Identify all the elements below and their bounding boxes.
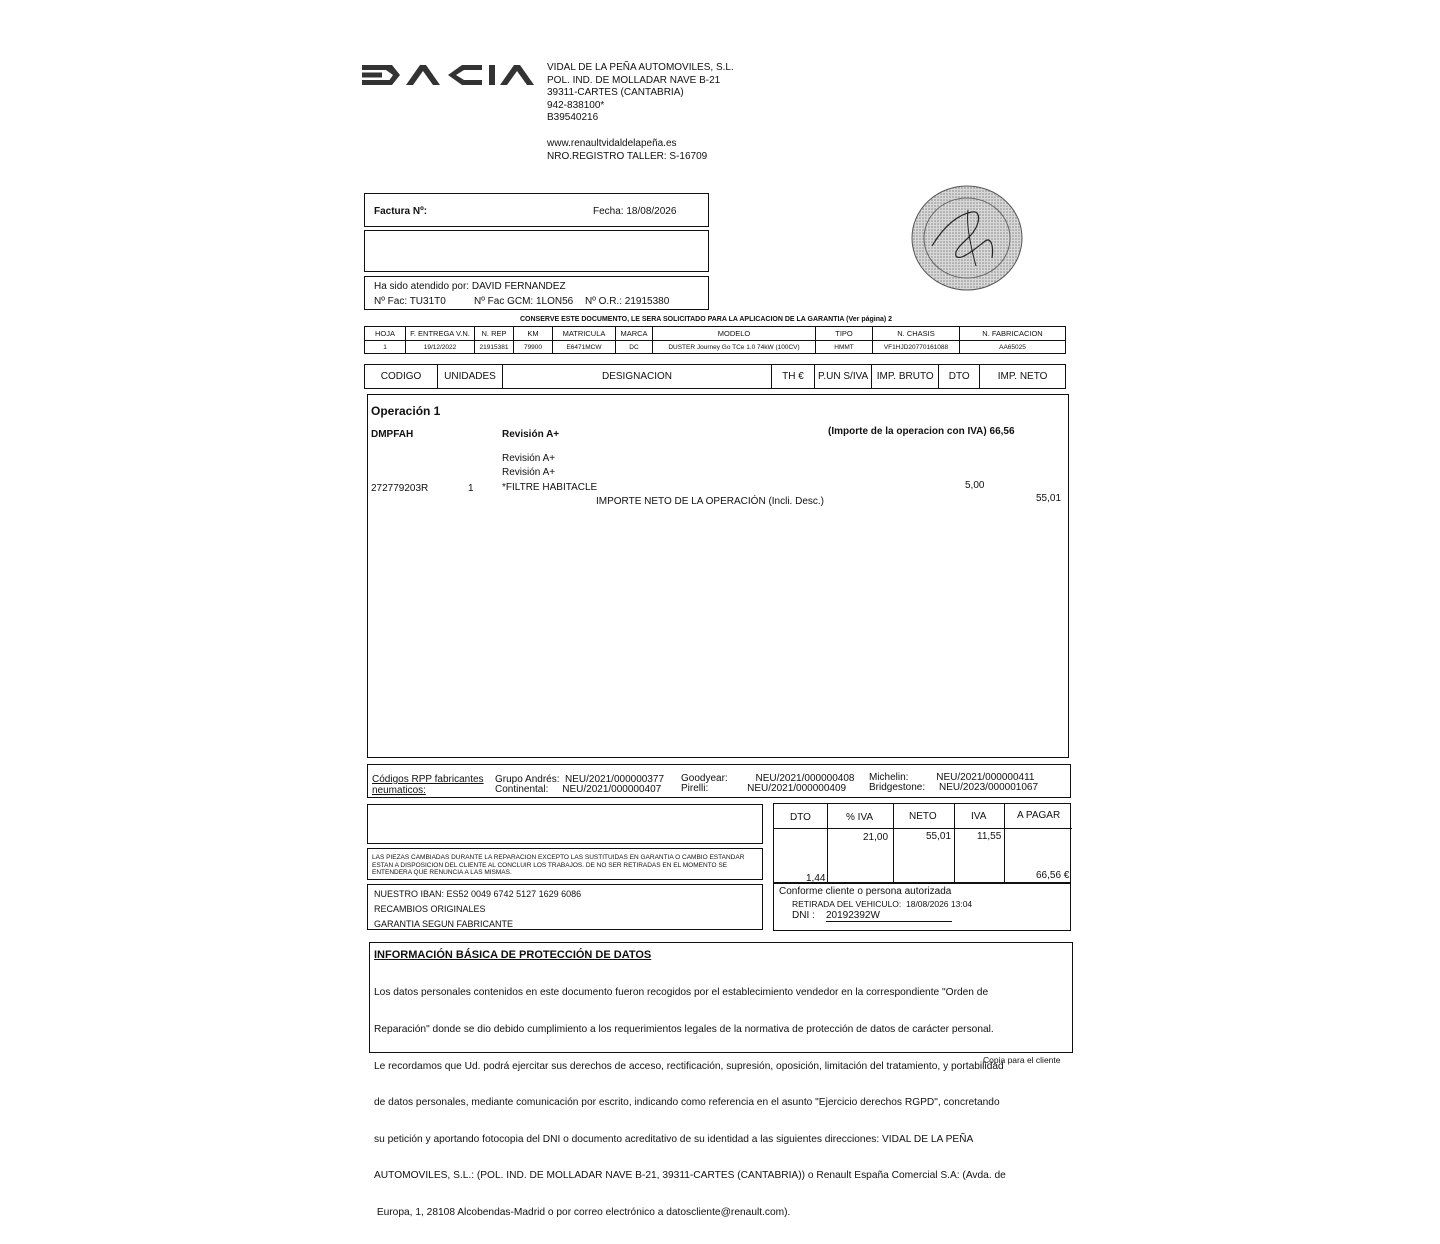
totals-iva: 11,55 xyxy=(977,831,1002,842)
privacy-line: su petición y aportando fotocopia del DNI o documento acreditativo de su identidad a las siguientes direcciones: VIDAL DE LA PEÑA xyxy=(374,1133,974,1145)
parts-notice: LAS PIEZAS CAMBIADAS DURANTE LA REPARACION EXCEPTO LAS SUSTITUIDAS EN GARANTIA O CAMBIO ESTANDAR ESTAN A DISPOSICION DEL CLIENTE AL CONCLUIR LOS TRABAJOS. DE NO SER RETIRADAS EN EL MOMENTO SE ENTENDERA QUE RENUNCIA A LAS MISMAS. xyxy=(372,854,745,876)
col-th: TH € xyxy=(772,365,815,389)
vehicle-table-header-row xyxy=(365,327,1066,341)
invoice-date: Fecha: 18/08/2026 xyxy=(593,206,677,217)
dacia-logo-graphic xyxy=(362,63,538,87)
vehicle-col-header: TIPO xyxy=(816,327,873,341)
items-body xyxy=(367,394,1069,758)
vehicle-cell: HMMT xyxy=(816,341,873,354)
totals-a-pagar: 66,56 € xyxy=(1036,870,1070,881)
vehicle-col-header: KM xyxy=(514,327,553,341)
conforme-title: Conforme cliente o persona autorizada xyxy=(779,886,952,897)
col-neto: IMP. NETO xyxy=(980,365,1066,389)
customer-box xyxy=(364,230,709,272)
vehicle-col-header: MATRICULA xyxy=(553,327,616,341)
vehicle-cell: 79900 xyxy=(514,341,553,354)
rpp-label: Códigos RPP fabricantes xyxy=(372,774,484,785)
bank-box xyxy=(367,884,763,930)
company-line: B39540216 xyxy=(547,112,599,123)
privacy-line: Europa, 1, 28108 Alcobendas-Madrid o por correo electrónico a datoscliente@renault.com). xyxy=(374,1207,791,1219)
privacy-line: AUTOMOVILES, S.L.: (POL. IND. DE MOLLADAR NAVE B-21, 39311-CARTES (CANTABRIA)) o Renault España Comercial S.A: (Avda. de xyxy=(374,1170,1006,1182)
seal-icon xyxy=(910,184,1024,292)
rpp-michelin: Michelin: NEU/2021/000000411 xyxy=(869,772,1035,783)
observations-box xyxy=(367,804,763,844)
vehicle-table-value-row xyxy=(365,341,1066,354)
privacy-line: Reparación" donde se dio debido cumplimiento a los requerimientos legales de la normativa de protección de datos de carácter personal. xyxy=(374,1024,994,1036)
operation-title: Operación 1 xyxy=(371,404,441,418)
seal-stamp xyxy=(910,184,1024,292)
company-line: POL. IND. DE MOLLADAR NAVE B-21 xyxy=(547,74,721,86)
rpp-grupo-andres: Grupo Andrés: NEU/2021/000000377 xyxy=(495,774,665,785)
totals-box xyxy=(773,803,1071,883)
client-signature-box xyxy=(773,883,1071,931)
workshop-registry: NRO.REGISTRO TALLER: S-16709 xyxy=(547,151,708,162)
col-pun: P.UN S/IVA xyxy=(815,365,872,389)
operation-net-label: IMPORTE NETO DE LA OPERACIÓN (Incli. Desc.) xyxy=(596,496,825,507)
vehicle-cell: 19/12/2022 xyxy=(406,341,475,354)
attendant-box xyxy=(364,276,709,310)
part-description: *FILTRE HABITACLE xyxy=(502,482,598,493)
vehicle-col-header: HOJA xyxy=(365,327,406,341)
col-designacion: DESIGNACION xyxy=(503,365,772,389)
items-header-table xyxy=(364,364,1066,389)
vehicle-col-header: N. CHASIS xyxy=(873,327,960,341)
privacy-title: INFORMACIÓN BÁSICA DE PROTECCIÓN DE DATOS xyxy=(374,949,652,961)
warranty-notice: CONSERVE ESTE DOCUMENTO, LE SERA SOLICITADO PARA LA APLICACION DE LA GARANTIA (Ver página) 2 xyxy=(520,316,893,323)
company-line: 39311-CARTES (CANTABRIA) xyxy=(547,87,684,98)
vehicle-cell: AA65025 xyxy=(960,341,1066,354)
iban-text: NUESTRO IBAN: ES52 0049 6742 5127 1629 6086 xyxy=(374,889,582,899)
company-address xyxy=(547,62,734,125)
attendant-name: Ha sido atendido por: DAVID FERNANDEZ xyxy=(374,281,566,292)
invoice-gcm-number: Nº Fac GCM: 1LON56 xyxy=(474,296,574,307)
company-line: 942-838100* xyxy=(547,99,605,111)
vehicle-cell: VF1HJD20770161088 xyxy=(873,341,960,354)
privacy-text xyxy=(374,963,1006,1244)
totals-iva-pct: 21,00 xyxy=(863,832,889,843)
rpp-continental: Continental: NEU/2021/000000407 xyxy=(495,784,662,795)
rpp-codes-box xyxy=(367,764,1071,798)
vehicle-col-header: N. FABRICACION xyxy=(960,327,1066,341)
totals-header-iva-pct: % IVA xyxy=(846,812,874,823)
company-line: VIDAL DE LA PEÑA AUTOMOVILES, S.L. xyxy=(547,62,734,73)
invoice-number-box xyxy=(364,193,709,227)
part-price: 5,00 xyxy=(965,480,985,491)
repair-order-number: Nº O.R.: 21915380 xyxy=(585,296,670,307)
rpp-bridgestone: Bridgestone: NEU/2023/000001067 xyxy=(869,782,1039,793)
vehicle-col-header: MARCA xyxy=(616,327,653,341)
items-header-row xyxy=(365,365,1066,389)
totals-header-neto: NETO xyxy=(909,811,937,822)
privacy-line: de datos personales, mediante comunicación por escrito, indicando como referencia en el asunto "Ejercicio derechos RGPD", concretando xyxy=(374,1097,1000,1109)
operation-line: Revisión A+ xyxy=(502,467,556,478)
part-code: 272779203R xyxy=(371,483,429,494)
dacia-logo xyxy=(362,63,538,87)
rpp-goodyear: Goodyear: NEU/2021/000000408 xyxy=(681,773,855,784)
rpp-pirelli: Pirelli: NEU/2021/000000409 xyxy=(681,783,847,794)
vehicle-col-header: F. ENTREGA V.N. xyxy=(406,327,475,341)
vehicle-table xyxy=(364,326,1066,354)
privacy-line: Le recordamos que Ud. podrá ejercitar sus derechos de acceso, rectificación, supresión, oposición, limitación del tratamiento, y portabilidad xyxy=(374,1060,1004,1072)
original-parts-text: RECAMBIOS ORIGINALES xyxy=(374,904,486,914)
totals-neto: 55,01 xyxy=(926,831,952,842)
totals-header-a-pagar: A PAGAR xyxy=(1017,810,1061,821)
operation-line: Revisión A+ xyxy=(502,453,556,464)
dni-value: 20192392W xyxy=(826,910,952,922)
col-bruto: IMP. BRUTO xyxy=(872,365,939,389)
totals-header-iva: IVA xyxy=(971,811,987,822)
part-units: 1 xyxy=(468,483,474,494)
vehicle-col-header: N. REP xyxy=(475,327,514,341)
col-unidades: UNIDADES xyxy=(438,365,503,389)
company-website: www.renaultvidaldelapeña.es xyxy=(547,138,677,149)
vehicle-cell: 1 xyxy=(365,341,406,354)
warranty-text: GARANTIA SEGUN FABRICANTE xyxy=(374,919,514,929)
vehicle-cell: DUSTER Journey Go TCe 1.0 74kW (100CV) xyxy=(653,341,816,354)
totals-header-dto: DTO xyxy=(790,812,811,823)
dni-label: DNI : xyxy=(792,910,815,921)
privacy-line: Los datos personales contenidos en este documento fueron recogidos por el establecimiento vendedor en la correspondiente "Orden de xyxy=(374,987,989,999)
vehicle-cell: 21915381 xyxy=(475,341,514,354)
vehicle-cell: DC xyxy=(616,341,653,354)
copy-label: Copia para el cliente xyxy=(983,1055,1061,1065)
vehicle-cell: E6471MCW xyxy=(553,341,616,354)
operation-code: DMPFAH xyxy=(371,429,414,440)
vehicle-col-header: MODELO xyxy=(653,327,816,341)
rpp-label-2: neumaticos: xyxy=(372,785,426,796)
invoice-number-label: Factura Nº: xyxy=(374,206,428,217)
vehicle-pickup: RETIRADA DEL VEHICULO: 18/08/2026 13:04 xyxy=(792,899,973,909)
totals-dto-value: 1,44 xyxy=(806,873,826,884)
operation-name: Revisión A+ xyxy=(502,429,560,440)
invoice-fac-number: Nº Fac: TU31T0 xyxy=(374,296,446,307)
operation-net-value: 55,01 xyxy=(1036,493,1062,504)
col-dto: DTO xyxy=(939,365,980,389)
parts-notice-box xyxy=(367,848,763,880)
operation-importe: (Importe de la operacion con IVA) 66,56 xyxy=(828,426,1015,437)
col-codigo: CODIGO xyxy=(365,365,438,389)
